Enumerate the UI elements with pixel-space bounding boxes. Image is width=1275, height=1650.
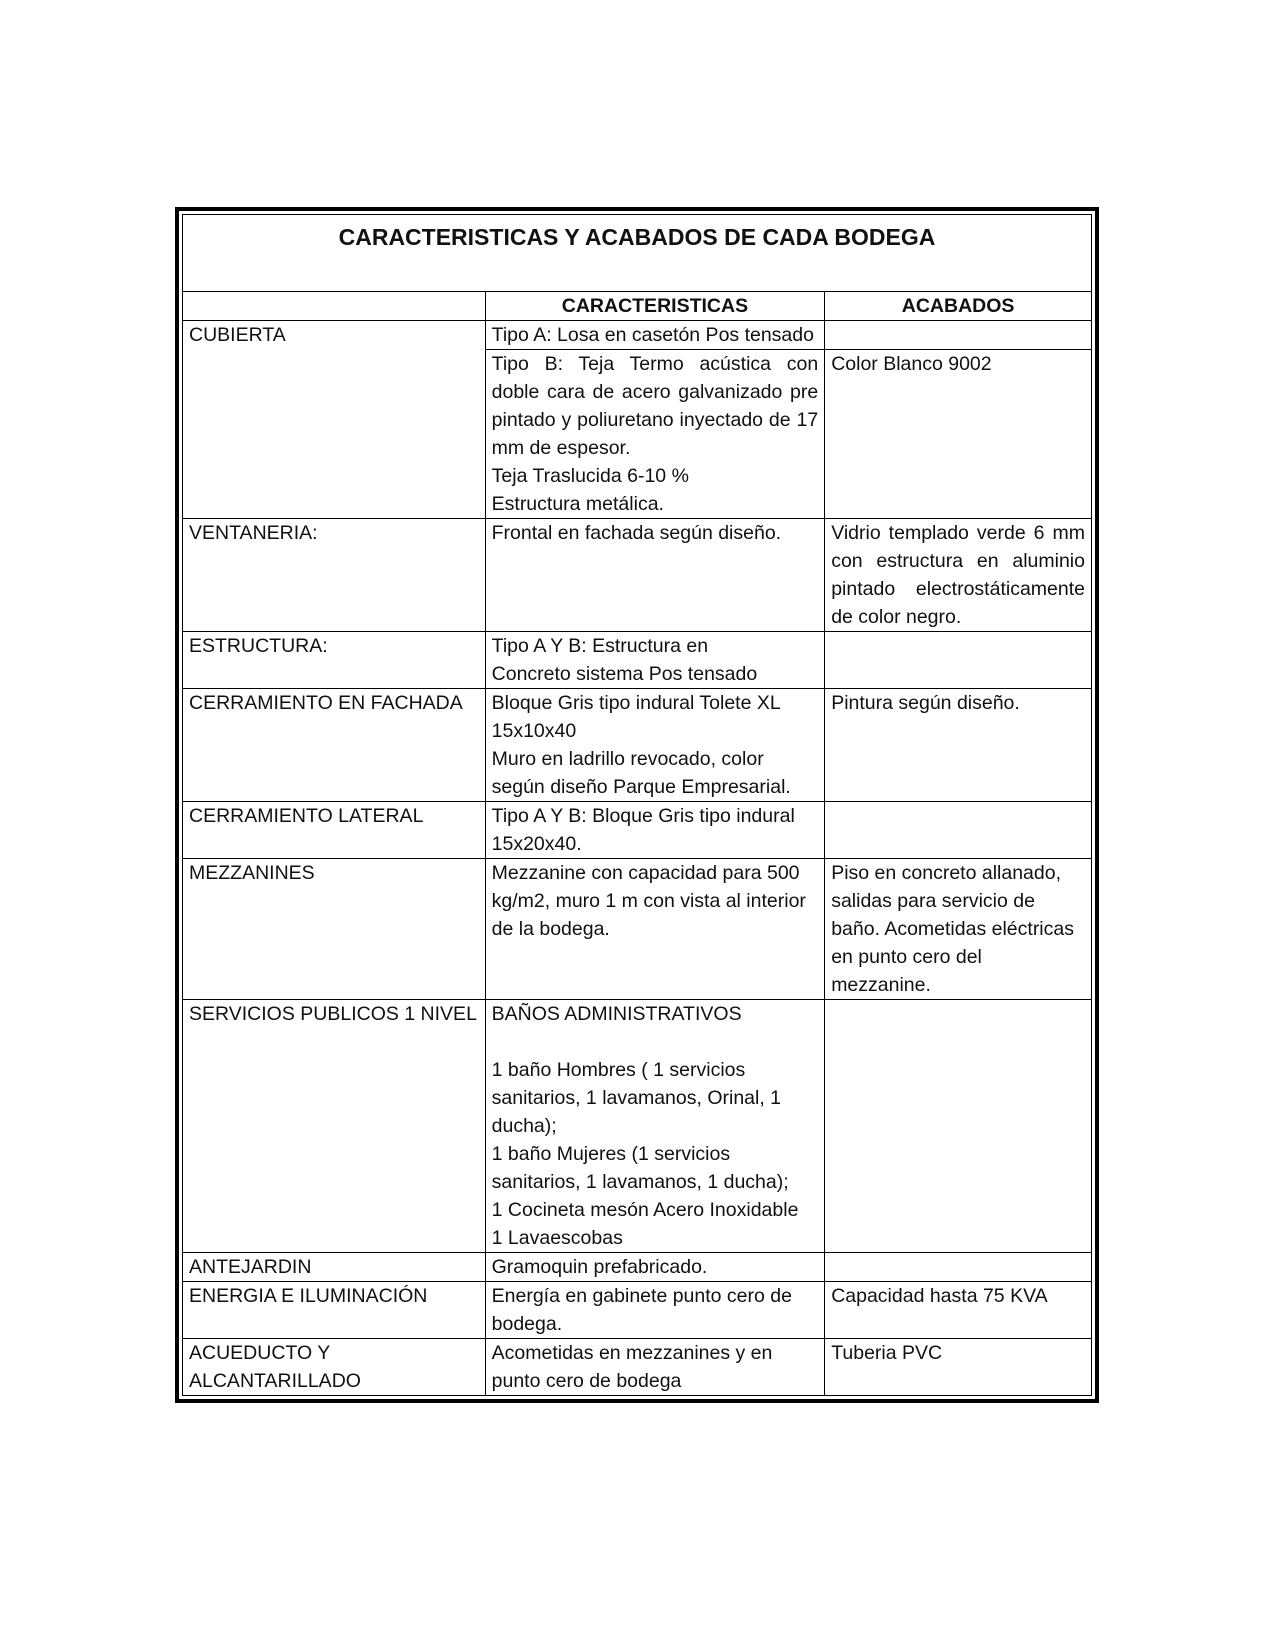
servicios-hombres: 1 baño Hombres ( 1 servicios sanitarios, 1 lavamanos, Orinal, 1 ducha); — [491, 1059, 782, 1137]
table-row — [183, 802, 1092, 859]
cerramiento-fachada-1: Bloque Gris tipo indural Tolete XL 15x10x40 — [491, 692, 780, 742]
row-label-acueducto — [183, 1339, 486, 1396]
header-caracteristicas: CARACTERISTICAS — [485, 292, 825, 321]
title-row — [183, 215, 1092, 292]
cubierta-teja: Teja Traslucida 6-10 % — [491, 465, 689, 487]
antejardin-caracteristicas: Gramoquin prefabricado. — [485, 1253, 825, 1282]
servicios-spacer — [492, 1028, 819, 1056]
cubierta-tipo-b: Tipo B: Teja Termo acústica con doble cara de acero galvanizado pre pintado y poliuretano inyectado de 17 mm de espesor. — [491, 353, 819, 459]
estructura-caracteristicas-cell — [485, 632, 825, 689]
row-label-energia: ENERGIA E ILUMINACIÓN — [183, 1282, 486, 1339]
servicios-heading: BAÑOS ADMINISTRATIVOS — [491, 1003, 742, 1025]
mezzanines-acabados: Piso en concreto allanado, salidas para servicio de baño. Acometidas eléctricas en punto cero del mezzanine. — [825, 859, 1092, 1000]
acueducto-acabados: Tuberia PVC — [825, 1339, 1092, 1396]
row-label-estructura: ESTRUCTURA: — [183, 632, 486, 689]
row-label-cerramiento-lateral: CERRAMIENTO LATERAL — [183, 802, 486, 859]
cubierta-estructura: Estructura metálica. — [491, 493, 664, 515]
cerramiento-lateral-caracteristicas: Tipo A Y B: Bloque Gris tipo indural 15x20x40. — [485, 802, 825, 859]
row-label-antejardin: ANTEJARDIN — [183, 1253, 486, 1282]
estructura-caracteristicas-2: Concreto sistema Pos tensado — [491, 663, 758, 685]
cubierta-tipo-b-cell — [485, 350, 825, 519]
row-label-cubierta: CUBIERTA — [183, 321, 486, 519]
table-row — [183, 519, 1092, 632]
energia-acabados: Capacidad hasta 75 KVA — [825, 1282, 1092, 1339]
cerramiento-fachada-2: Muro en ladrillo revocado, color según diseño Parque Empresarial. — [491, 748, 791, 798]
row-label-mezzanines: MEZZANINES — [183, 859, 486, 1000]
energia-caracteristicas: Energía en gabinete punto cero de bodega. — [485, 1282, 825, 1339]
cubierta-acabado-a — [825, 321, 1092, 350]
acueducto-caracteristicas: Acometidas en mezzanines y en punto cero de bodega — [485, 1339, 825, 1396]
specs-table — [182, 214, 1092, 1396]
row-label-ventaneria: VENTANERIA: — [183, 519, 486, 632]
table-row — [183, 859, 1092, 1000]
mezzanines-caracteristicas: Mezzanine con capacidad para 500 kg/m2, muro 1 m con vista al interior de la bodega. — [485, 859, 825, 1000]
table-row — [183, 632, 1092, 689]
specs-table-frame — [175, 207, 1099, 1403]
cerramiento-lateral-acabados — [825, 802, 1092, 859]
ventaneria-caracteristicas: Frontal en fachada según diseño. — [485, 519, 825, 632]
table-row — [183, 321, 1092, 350]
servicios-lavaescobas: 1 Lavaescobas — [491, 1227, 623, 1249]
estructura-acabados — [825, 632, 1092, 689]
cubierta-tipo-a: Tipo A: Losa en casetón Pos tensado — [485, 321, 825, 350]
cerramiento-fachada-acabados: Pintura según diseño. — [825, 689, 1092, 802]
header-acabados: ACABADOS — [825, 292, 1092, 321]
servicios-cocineta: 1 Cocineta mesón Acero Inoxidable — [491, 1199, 799, 1221]
acueducto-label-2: ALCANTARILLADO — [189, 1370, 361, 1392]
table-title: CARACTERISTICAS Y ACABADOS DE CADA BODEGA — [183, 215, 1092, 292]
acueducto-label-1: ACUEDUCTO Y — [189, 1342, 331, 1364]
table-row — [183, 1253, 1092, 1282]
row-label-cerramiento-fachada: CERRAMIENTO EN FACHADA — [183, 689, 486, 802]
header-row — [183, 292, 1092, 321]
cubierta-acabado-b: Color Blanco 9002 — [825, 350, 1092, 519]
servicios-caracteristicas-cell — [485, 1000, 825, 1253]
cerramiento-fachada-cell — [485, 689, 825, 802]
row-label-servicios: SERVICIOS PUBLICOS 1 NIVEL — [183, 1000, 486, 1253]
table-row — [183, 1282, 1092, 1339]
table-row — [183, 689, 1092, 802]
servicios-mujeres: 1 baño Mujeres (1 servicios sanitarios, 1 lavamanos, 1 ducha); — [491, 1143, 789, 1193]
ventaneria-acabados: Vidrio templado verde 6 mm con estructura en aluminio pintado electrostáticamente de color negro. — [825, 519, 1092, 632]
header-item — [183, 292, 486, 321]
servicios-acabados — [825, 1000, 1092, 1253]
table-row — [183, 1339, 1092, 1396]
table-row — [183, 1000, 1092, 1253]
antejardin-acabados — [825, 1253, 1092, 1282]
estructura-caracteristicas-1: Tipo A Y B: Estructura en — [491, 635, 709, 657]
